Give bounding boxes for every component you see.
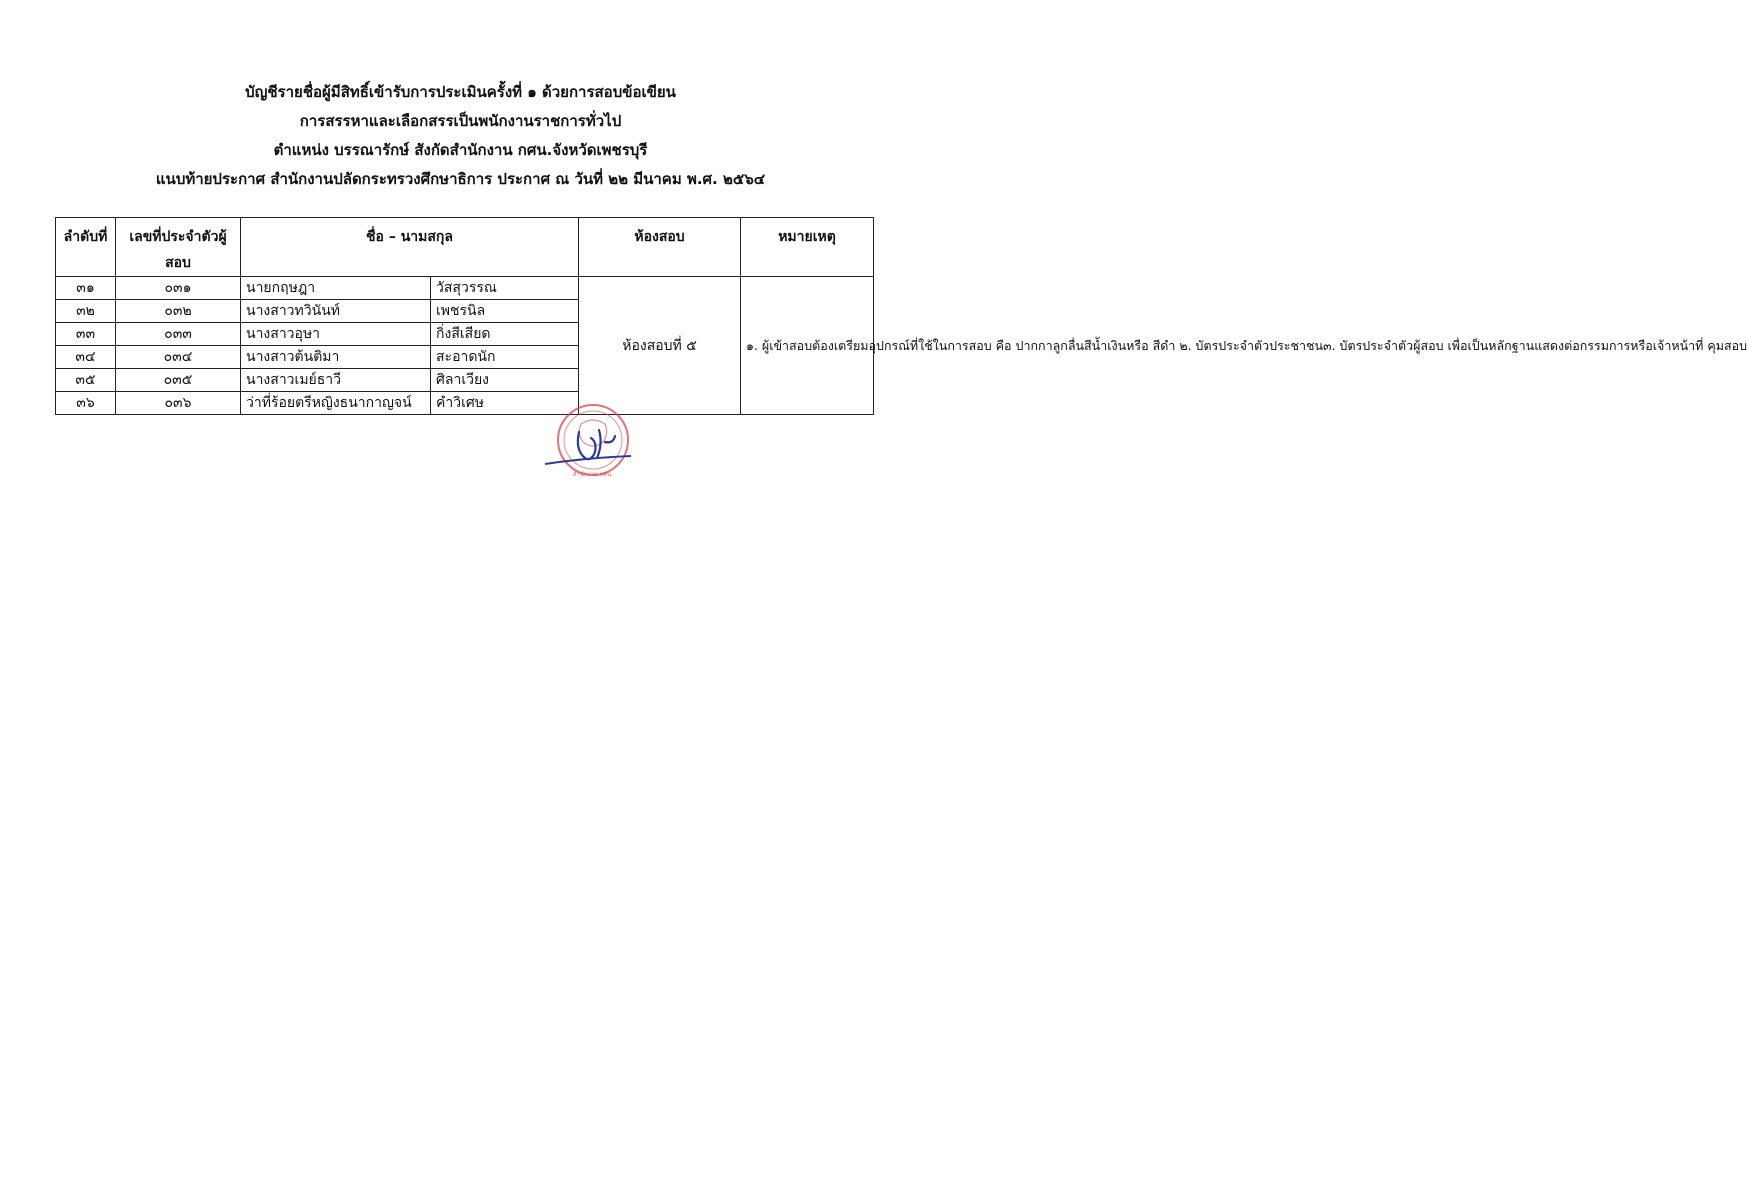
row-number: ๓๓ [56,323,116,346]
header-title: บัญชีรายชื่อผู้มีสิทธิ์เข้ารับการประเมินครั้งที่ ๑ ด้วยการสอบข้อเขียน [245,83,676,101]
row-candidate-id: ๐๓๔ [116,346,241,369]
row-candidate-id: ๐๓๖ [116,392,241,415]
row-first-name: นายกฤษฎา [241,277,431,300]
row-last-name: สะอาดนัก [431,346,579,369]
row-candidate-id: ๐๓๓ [116,323,241,346]
seal-text: สำนักงาน กศน. [572,471,614,478]
header-remark: หมายเหตุ [741,218,874,277]
header-subtitle: การสรรหาและเลือกสรรเป็นพนักงานราชการทั่วไป [299,112,622,130]
exam-room: ห้องสอบที่ ๕ [579,277,741,415]
header-position: ตำแหน่ง บรรณารักษ์ สังกัดสำนักงาน กศน.จังหวัดเพชรบุรี [273,141,648,159]
row-number: ๓๕ [56,369,116,392]
row-candidate-id: ๐๓๒ [116,300,241,323]
table-header-row [56,218,874,277]
row-candidate-id: ๐๓๑ [116,277,241,300]
row-first-name: นางสาวต้นติมา [241,346,431,369]
document-header [0,78,921,194]
row-first-name: นางสาวเมย์ธาวี [241,369,431,392]
row-first-name: นางสาวทวินันท์ [241,300,431,323]
row-last-name: วัสสุวรรณ [431,277,579,300]
row-first-name: ว่าที่ร้อยตรีหญิงธนากาญจน์ [241,392,431,415]
row-number: ๓๑ [56,277,116,300]
row-number: ๓๖ [56,392,116,415]
row-last-name: ศิลาเวียง [431,369,579,392]
header-id: เลขที่ประจำตัวผู้สอบ [116,218,241,277]
row-last-name: คำวิเศษ [431,392,579,415]
row-last-name: เพชรนิล [431,300,579,323]
row-number: ๓๒ [56,300,116,323]
header-name: ชื่อ – นามสกุล [241,218,579,277]
remark-text: ๑. ผู้เข้าสอบต้องเตรียมอุปกรณ์ที่ใช้ในการสอบ คือ ปากกาลูกลื่นสีน้ำเงินหรือ สีดำ ๒. บัตรประจำตัวประชาชน๓. บัตรประจำตัวผู้สอบ เพื่อเป็นหลักฐานแสดงต่อกรรมการหรือเจ้าหน้าที่ คุมสอบ [741,277,874,415]
table-row [56,277,874,300]
official-seal-icon [543,402,635,480]
row-first-name: นางสาวอุษา [241,323,431,346]
candidate-table [55,217,1747,415]
header-room: ห้องสอบ [579,218,741,277]
header-no: ลำดับที่ [56,218,116,277]
row-candidate-id: ๐๓๕ [116,369,241,392]
row-last-name: กิ่งสีเสียด [431,323,579,346]
header-announcement: แนบท้ายประกาศ สำนักงานปลัดกระทรวงศึกษาธิการ ประกาศ ณ วันที่ ๒๒ มีนาคม พ.ศ. ๒๕๖๔ [155,170,766,188]
row-number: ๓๔ [56,346,116,369]
